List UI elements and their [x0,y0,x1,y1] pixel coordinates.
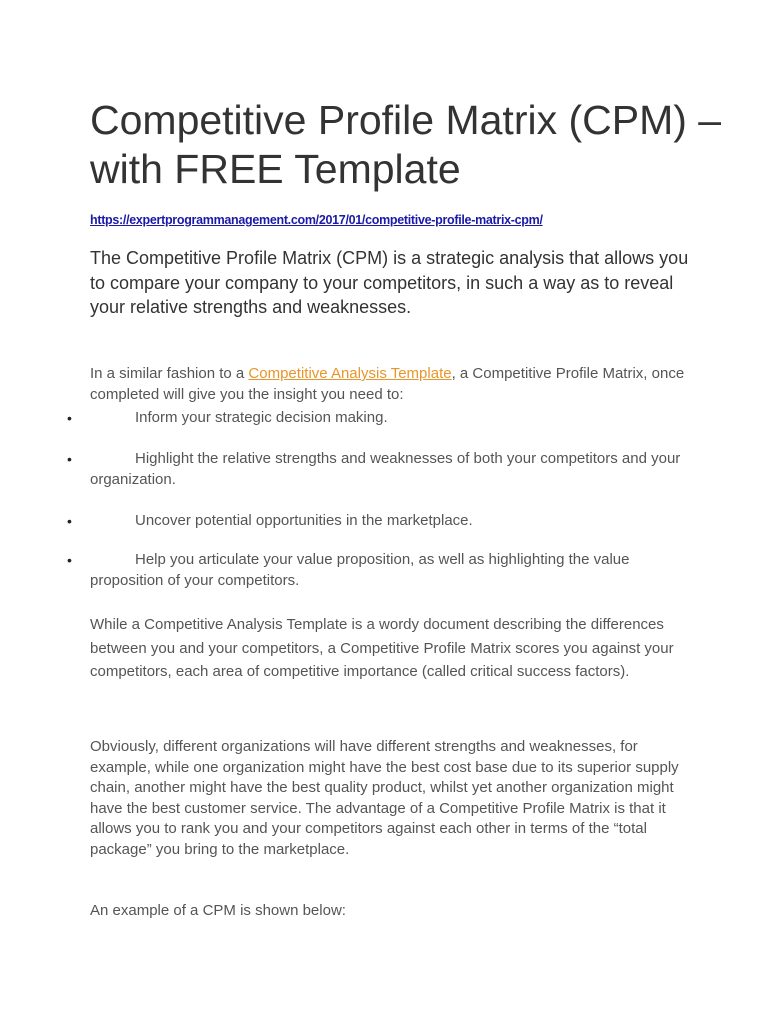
intro-text-before: In a similar fashion to a [90,365,249,382]
intro-paragraph [90,364,690,405]
bullet-text: Uncover potential opportunities in the marketplace. [135,512,473,529]
bullet-text: Highlight the relative strengths and weaknesses of both your competitors and your organization. [90,450,681,488]
page-title: Competitive Profile Matrix (CPM) – with FREE Template [90,97,722,192]
obviously-paragraph: Obviously, different organizations will have different strengths and weaknesses, for example, while one organization might have the best cost base due to its superior supply chain, another might have the best quality product, whilst yet another organization might have the best customer service. The advantage of a Competitive Profile Matrix is that it allows you to rank you and your competitors against each other in terms of the “total package” you bring to the marketplace. [90,738,679,858]
example-paragraph: An example of a CPM is shown below: [90,902,346,919]
bullet-text: Help you articulate your value proposition, as well as highlighting the value proposition of your competitors. [90,551,630,589]
source-url-link[interactable]: https://expertprogrammanagement.com/2017/01/competitive-profile-matrix-cpm/ [90,213,543,227]
bullet-text: Inform your strategic decision making. [135,409,388,426]
comparison-paragraph: While a Competitive Analysis Template is a wordy document describing the differences between you and your competitors, a Competitive Profile Matrix scores you against your competitors, each area of competitive importance (called critical success factors). [90,616,674,680]
intro-text-after: , a Competitive Profile Matrix, once completed will give you the insight you need to: [90,365,685,403]
bullet-marker: • [67,552,72,568]
bullet-marker: • [67,410,72,426]
bullet-marker: • [67,451,72,467]
lead-paragraph: The Competitive Profile Matrix (CPM) is a strategic analysis that allows you to compare your company to your competitors, in such a way as to reveal your relative strengths and weaknesses. [90,248,689,317]
bullet-marker: • [67,513,72,529]
competitive-analysis-template-link[interactable]: Competitive Analysis Template [248,365,452,382]
